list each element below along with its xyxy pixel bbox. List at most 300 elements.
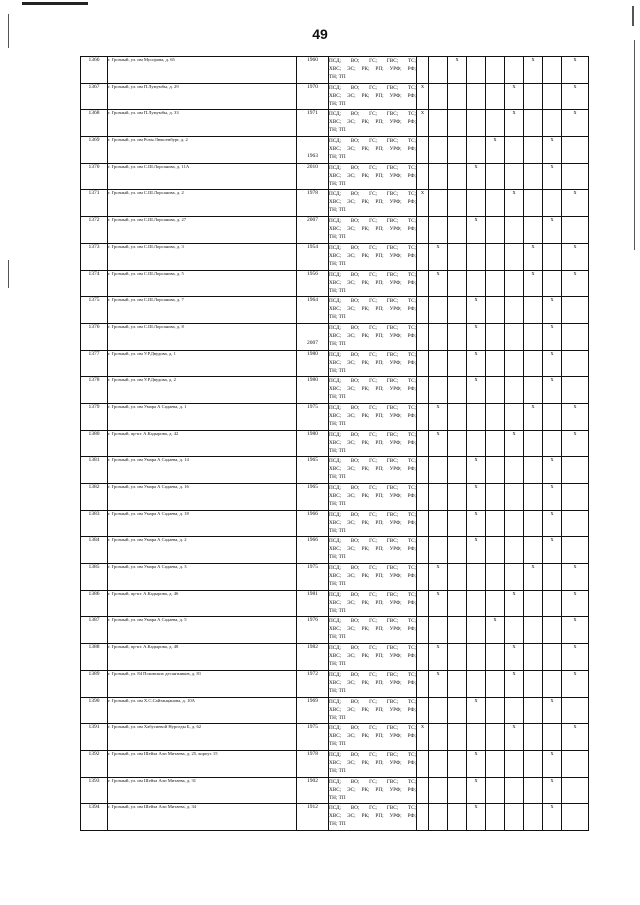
systems-line: ХВС; ЭС; РК; РП; УРФ; РФ;	[329, 359, 416, 366]
mark-cell	[562, 270, 589, 297]
mark-cell	[448, 350, 467, 377]
systems-cell	[329, 617, 417, 644]
mark-cell	[467, 617, 486, 644]
table-row	[81, 297, 589, 324]
address-cell: г. Грозный, ул. им Умара А Садаева, д. 1	[108, 403, 297, 430]
mark-cell	[448, 190, 467, 217]
systems-line: ТН; ТП	[329, 474, 346, 481]
mark-cell	[562, 617, 589, 644]
mark-cell	[467, 777, 486, 804]
address-cell: г. Грозный, ул. им Шейха Али Митаева, д. 31	[108, 777, 297, 804]
mark-cell	[524, 510, 543, 537]
systems-line: ПСД; ВО; ГС; ГВС; ТС;	[329, 351, 416, 358]
mark-cell	[417, 590, 429, 617]
mark-cell	[505, 190, 524, 217]
mark-cell	[448, 270, 467, 297]
mark-cell	[448, 564, 467, 591]
table-row	[81, 243, 589, 270]
systems-line: ТН; ТП	[329, 420, 346, 427]
x-mark: х	[550, 163, 554, 170]
address-cell: г. Грозный, ул. им Шейха Али Митаева, д. 25, корпус 15	[108, 750, 297, 777]
mark-cell	[486, 750, 505, 777]
mark-cell	[417, 750, 429, 777]
mark-cell	[543, 537, 562, 564]
scan-mark	[632, 6, 634, 26]
x-mark: х	[436, 430, 440, 437]
mark-cell	[448, 57, 467, 84]
mark-cell	[417, 670, 429, 697]
mark-cell	[448, 323, 467, 350]
mark-cell	[429, 457, 448, 484]
row-number: 1368	[81, 110, 108, 137]
systems-line: ТН; ТП	[329, 340, 346, 347]
mark-cell	[543, 510, 562, 537]
mark-cell	[524, 217, 543, 244]
systems-line: ХВС; ЭС; РК; РП; УРФ; РФ;	[329, 172, 416, 179]
mark-cell	[429, 83, 448, 110]
row-number: 1384	[81, 537, 108, 564]
mark-cell	[543, 137, 562, 164]
systems-cell	[329, 323, 417, 350]
table-row	[81, 537, 589, 564]
address-cell: г. Грозный, ул. им Розы Люксембург, д. 2	[108, 137, 297, 164]
mark-cell	[524, 377, 543, 404]
mark-cell	[505, 777, 524, 804]
mark-cell	[562, 564, 589, 591]
systems-line: ТН; ТП	[329, 767, 346, 774]
systems-cell	[329, 430, 417, 457]
mark-cell	[524, 670, 543, 697]
mark-cell	[417, 804, 429, 831]
systems-line: ТН; ТП	[329, 367, 346, 374]
systems-line: ПСД; ВО; ГС; ГВС; ТС;	[329, 458, 416, 465]
mark-cell	[448, 243, 467, 270]
mark-cell	[429, 110, 448, 137]
mark-cell	[562, 484, 589, 511]
systems-cell	[329, 243, 417, 270]
mark-cell	[417, 777, 429, 804]
x-mark: х	[573, 57, 577, 63]
systems-line: ПСД; ВО; ГС; ГВС; ТС;	[329, 191, 416, 198]
mark-cell	[467, 297, 486, 324]
systems-line: ТН; ТП	[329, 554, 346, 561]
address-cell: г. Грозный, пр-кт. А.Кадырова, д. 46	[108, 590, 297, 617]
mark-cell	[429, 57, 448, 84]
mark-cell	[467, 110, 486, 137]
address-cell: г. Грозный, ул. им С.Ш.Лорсанова, д. 2	[108, 190, 297, 217]
mark-cell	[417, 484, 429, 511]
systems-line: ПСД; ВО; ГС; ГВС; ТС;	[329, 58, 416, 64]
year-cell: 2010	[297, 163, 329, 190]
mark-cell	[505, 590, 524, 617]
x-mark: х	[474, 537, 478, 544]
mark-cell	[417, 350, 429, 377]
systems-cell	[329, 403, 417, 430]
systems-line: ПСД; ВО; ГС; ГВС; ТС;	[329, 111, 416, 118]
table-row	[81, 724, 589, 751]
systems-line: ХВС; ЭС; РК; РП; УРФ; РФ;	[329, 599, 416, 606]
mark-cell	[524, 270, 543, 297]
mark-cell	[505, 323, 524, 350]
mark-cell	[429, 484, 448, 511]
systems-cell	[329, 350, 417, 377]
x-mark: х	[550, 804, 554, 811]
mark-cell	[486, 377, 505, 404]
systems-line: ХВС; ЭС; РК; РП; УРФ; РФ;	[329, 66, 416, 72]
systems-line: ХВС; ЭС; РК; РП; УРФ; РФ;	[329, 546, 416, 553]
address-cell: г. Грозный, ул. им Умара А Садаева, д. 16	[108, 484, 297, 511]
mark-cell	[429, 777, 448, 804]
mark-cell	[562, 217, 589, 244]
mark-cell	[467, 510, 486, 537]
row-number: 1383	[81, 510, 108, 537]
mark-cell	[417, 403, 429, 430]
mark-cell	[524, 617, 543, 644]
x-mark: х	[474, 377, 478, 384]
systems-line: ХВС; ЭС; РК; РП; УРФ; РФ;	[329, 679, 416, 686]
mark-cell	[486, 57, 505, 84]
mark-cell	[524, 323, 543, 350]
mark-cell	[562, 644, 589, 671]
address-cell: г. Грозный, ул. им Умара А Садаева, д. 3	[108, 564, 297, 591]
systems-line: ХВС; ЭС; РК; РП; УРФ; РФ;	[329, 466, 416, 473]
systems-line: ХВС; ЭС; РК; РП; УРФ; РФ;	[329, 306, 416, 313]
mark-cell	[448, 777, 467, 804]
year-cell: 1980	[297, 430, 329, 457]
mark-cell	[486, 323, 505, 350]
systems-line: ПСД; ВО; ГС; ГВС; ТС;	[329, 698, 416, 705]
mark-cell	[562, 403, 589, 430]
mark-cell	[467, 697, 486, 724]
mark-cell	[417, 57, 429, 84]
systems-line: ПСД; ВО; ГС; ГВС; ТС;	[329, 778, 416, 785]
mark-cell	[486, 804, 505, 831]
systems-line: ТН; ТП	[329, 127, 346, 134]
systems-line: ХВС; ЭС; РК; РП; УРФ; РФ;	[329, 146, 416, 153]
systems-line: ТН; ТП	[329, 447, 346, 454]
mark-cell	[417, 190, 429, 217]
systems-cell	[329, 564, 417, 591]
x-mark: х	[512, 724, 516, 731]
mark-cell	[486, 457, 505, 484]
mark-cell	[543, 617, 562, 644]
mark-cell	[562, 350, 589, 377]
row-number: 1393	[81, 777, 108, 804]
mark-cell	[562, 323, 589, 350]
mark-cell	[448, 137, 467, 164]
mark-cell	[448, 377, 467, 404]
systems-line: ТН; ТП	[329, 180, 346, 187]
mark-cell	[524, 484, 543, 511]
row-number: 1380	[81, 430, 108, 457]
mark-cell	[524, 564, 543, 591]
x-mark: х	[455, 57, 459, 63]
x-mark: х	[421, 724, 424, 731]
mark-cell	[505, 403, 524, 430]
address-cell: г. Грозный, ул. им С.Ш.Лорсанова, д. 27	[108, 217, 297, 244]
mark-cell	[543, 670, 562, 697]
x-mark: х	[550, 323, 554, 330]
x-mark: х	[573, 670, 577, 677]
mark-cell	[505, 297, 524, 324]
mark-cell	[505, 724, 524, 751]
table-row	[81, 377, 589, 404]
mark-cell	[417, 137, 429, 164]
systems-line: ТН; ТП	[329, 741, 346, 748]
mark-cell	[486, 510, 505, 537]
systems-line: ХВС; ЭС; РК; РП; УРФ; РФ;	[329, 706, 416, 713]
mark-cell	[505, 137, 524, 164]
mark-cell	[543, 350, 562, 377]
mark-cell	[429, 137, 448, 164]
mark-cell	[467, 403, 486, 430]
systems-cell	[329, 377, 417, 404]
mark-cell	[524, 430, 543, 457]
mark-cell	[524, 243, 543, 270]
systems-line: ТН; ТП	[329, 287, 346, 294]
address-cell: г. Грозный, ул. им Мусорова, д. 65	[108, 57, 297, 84]
address-cell: г. Грозный, ул. им У.Р.Двудова, д. 1	[108, 350, 297, 377]
mark-cell	[524, 644, 543, 671]
mark-cell	[417, 270, 429, 297]
mark-cell	[524, 190, 543, 217]
address-cell: г. Грозный, ул. им Хабусиевой Нурседы Б, д. 62	[108, 724, 297, 751]
x-mark: х	[573, 564, 577, 571]
mark-cell	[467, 57, 486, 84]
row-number: 1385	[81, 564, 108, 591]
mark-cell	[417, 297, 429, 324]
systems-line: ПСД; ВО; ГС; ГВС; ТС;	[329, 84, 416, 91]
mark-cell	[467, 484, 486, 511]
mark-cell	[429, 590, 448, 617]
address-cell: г. Грозный, ул. им С.Ш.Лорсанова, д. 11А	[108, 163, 297, 190]
systems-cell	[329, 83, 417, 110]
mark-cell	[562, 777, 589, 804]
systems-line: ПСД; ВО; ГС; ГВС; ТС;	[329, 538, 416, 545]
mark-cell	[562, 537, 589, 564]
mark-cell	[486, 697, 505, 724]
x-mark: х	[512, 430, 516, 437]
address-cell: г. Грозный, ул. им Умара А Садаева, д. 5	[108, 617, 297, 644]
mark-cell	[448, 644, 467, 671]
mark-cell	[467, 270, 486, 297]
x-mark: х	[436, 403, 440, 410]
mark-cell	[505, 270, 524, 297]
mark-cell	[429, 804, 448, 831]
mark-cell	[562, 697, 589, 724]
mark-cell	[417, 617, 429, 644]
systems-line: ТН; ТП	[329, 821, 346, 828]
mark-cell	[429, 617, 448, 644]
mark-cell	[448, 510, 467, 537]
mark-cell	[505, 644, 524, 671]
mark-cell	[505, 350, 524, 377]
x-mark: х	[436, 564, 440, 571]
mark-cell	[429, 750, 448, 777]
mark-cell	[486, 190, 505, 217]
table-row	[81, 617, 589, 644]
mark-cell	[448, 750, 467, 777]
table-row	[81, 323, 589, 350]
systems-cell	[329, 217, 417, 244]
mark-cell	[486, 484, 505, 511]
systems-cell	[329, 297, 417, 324]
mark-cell	[543, 217, 562, 244]
mark-cell	[562, 804, 589, 831]
systems-line: ПСД; ВО; ГС; ГВС; ТС;	[329, 725, 416, 732]
mark-cell	[524, 457, 543, 484]
systems-cell	[329, 537, 417, 564]
mark-cell	[429, 350, 448, 377]
year-cell: 1976	[297, 617, 329, 644]
table-row	[81, 110, 589, 137]
mark-cell	[417, 510, 429, 537]
table-row	[81, 777, 589, 804]
systems-cell	[329, 777, 417, 804]
mark-cell	[429, 644, 448, 671]
x-mark: х	[436, 270, 440, 277]
row-number: 1371	[81, 190, 108, 217]
x-mark: х	[474, 297, 478, 304]
mark-cell	[543, 110, 562, 137]
mark-cell	[562, 243, 589, 270]
mark-cell	[505, 537, 524, 564]
table-row	[81, 564, 589, 591]
mark-cell	[417, 243, 429, 270]
x-mark: х	[474, 350, 478, 357]
table-row	[81, 750, 589, 777]
mark-cell	[448, 403, 467, 430]
table-row	[81, 163, 589, 190]
mark-cell	[417, 457, 429, 484]
systems-line: ПСД; ВО; ГС; ГВС; ТС;	[329, 511, 416, 518]
systems-line: ХВС; ЭС; РК; РП; УРФ; РФ;	[329, 279, 416, 286]
x-mark: х	[550, 297, 554, 304]
mark-cell	[467, 430, 486, 457]
mark-cell	[543, 564, 562, 591]
x-mark: х	[573, 430, 577, 437]
mark-cell	[429, 403, 448, 430]
mark-cell	[448, 163, 467, 190]
page-number: 49	[312, 26, 328, 42]
table-row	[81, 137, 589, 164]
x-mark: х	[573, 724, 577, 731]
systems-line: ХВС; ЭС; РК; РП; УРФ; РФ;	[329, 439, 416, 446]
table-row	[81, 510, 589, 537]
x-mark: х	[573, 83, 577, 90]
mark-cell	[417, 537, 429, 564]
table-row	[81, 350, 589, 377]
systems-line: ХВС; ЭС; РК; РП; УРФ; РФ;	[329, 733, 416, 740]
x-mark: х	[421, 110, 424, 117]
year-cell: 1960	[297, 57, 329, 84]
x-mark: х	[474, 697, 478, 704]
mark-cell	[505, 83, 524, 110]
systems-line: ТН; ТП	[329, 100, 346, 107]
mark-cell	[524, 83, 543, 110]
mark-cell	[562, 670, 589, 697]
year-cell: 1912	[297, 804, 329, 831]
mark-cell	[505, 804, 524, 831]
table-row	[81, 804, 589, 831]
year-cell: 1966	[297, 510, 329, 537]
mark-cell	[448, 590, 467, 617]
systems-line: ПСД; ВО; ГС; ГВС; ТС;	[329, 565, 416, 572]
x-mark: х	[550, 350, 554, 357]
x-mark: х	[436, 243, 440, 250]
systems-line: ТН; ТП	[329, 314, 346, 321]
x-mark: х	[474, 217, 478, 224]
systems-line: ТН; ТП	[329, 394, 346, 401]
mark-cell	[543, 163, 562, 190]
table-row	[81, 57, 589, 84]
mark-cell	[417, 644, 429, 671]
x-mark: х	[550, 457, 554, 464]
systems-line: ПСД; ВО; ГС; ГВС; ТС;	[329, 298, 416, 305]
mark-cell	[429, 243, 448, 270]
year-cell: 1981	[297, 590, 329, 617]
mark-cell	[486, 403, 505, 430]
systems-line: ТН; ТП	[329, 527, 346, 534]
mark-cell	[505, 243, 524, 270]
mark-cell	[417, 377, 429, 404]
mark-cell	[562, 430, 589, 457]
mark-cell	[467, 377, 486, 404]
mark-cell	[486, 670, 505, 697]
systems-cell	[329, 137, 417, 164]
systems-cell	[329, 670, 417, 697]
year-cell: 1975	[297, 564, 329, 591]
x-mark: х	[573, 590, 577, 597]
mark-cell	[486, 137, 505, 164]
year-cell: 1975	[297, 724, 329, 751]
year-cell: 1964	[297, 297, 329, 324]
row-number: 1366	[81, 57, 108, 84]
systems-line: ХВС; ЭС; РК; РП; УРФ; РФ;	[329, 226, 416, 233]
mark-cell	[467, 804, 486, 831]
systems-line: ПСД; ВО; ГС; ГВС; ТС;	[329, 485, 416, 491]
mark-cell	[448, 430, 467, 457]
x-mark: х	[573, 190, 577, 197]
systems-line: ПСД; ВО; ГС; ГВС; ТС;	[329, 244, 416, 251]
mark-cell	[429, 163, 448, 190]
x-mark: х	[512, 644, 516, 651]
x-mark: х	[493, 617, 497, 624]
mark-cell	[486, 590, 505, 617]
x-mark: х	[421, 190, 424, 197]
mark-cell	[448, 484, 467, 511]
row-number: 1370	[81, 163, 108, 190]
mark-cell	[467, 724, 486, 751]
year-cell: 1978	[297, 750, 329, 777]
top-rule	[22, 2, 88, 5]
mark-cell	[562, 457, 589, 484]
systems-line: ТН; ТП	[329, 581, 346, 588]
mark-cell	[448, 617, 467, 644]
systems-line: ПСД; ВО; ГС; ГВС; ТС;	[329, 164, 416, 171]
systems-line: ХВС; ЭС; РК; РП; УРФ; РФ;	[329, 786, 416, 793]
systems-line: ТН; ТП	[329, 260, 346, 267]
systems-line: ХВС; ЭС; РК; РП; УРФ; РФ;	[329, 519, 416, 526]
systems-line: ПСД; ВО; ГС; ГВС; ТС;	[329, 645, 416, 652]
mark-cell	[467, 83, 486, 110]
x-mark: х	[474, 484, 478, 490]
systems-cell	[329, 510, 417, 537]
mark-cell	[467, 750, 486, 777]
table-row	[81, 670, 589, 697]
mark-cell	[505, 564, 524, 591]
mark-cell	[417, 564, 429, 591]
